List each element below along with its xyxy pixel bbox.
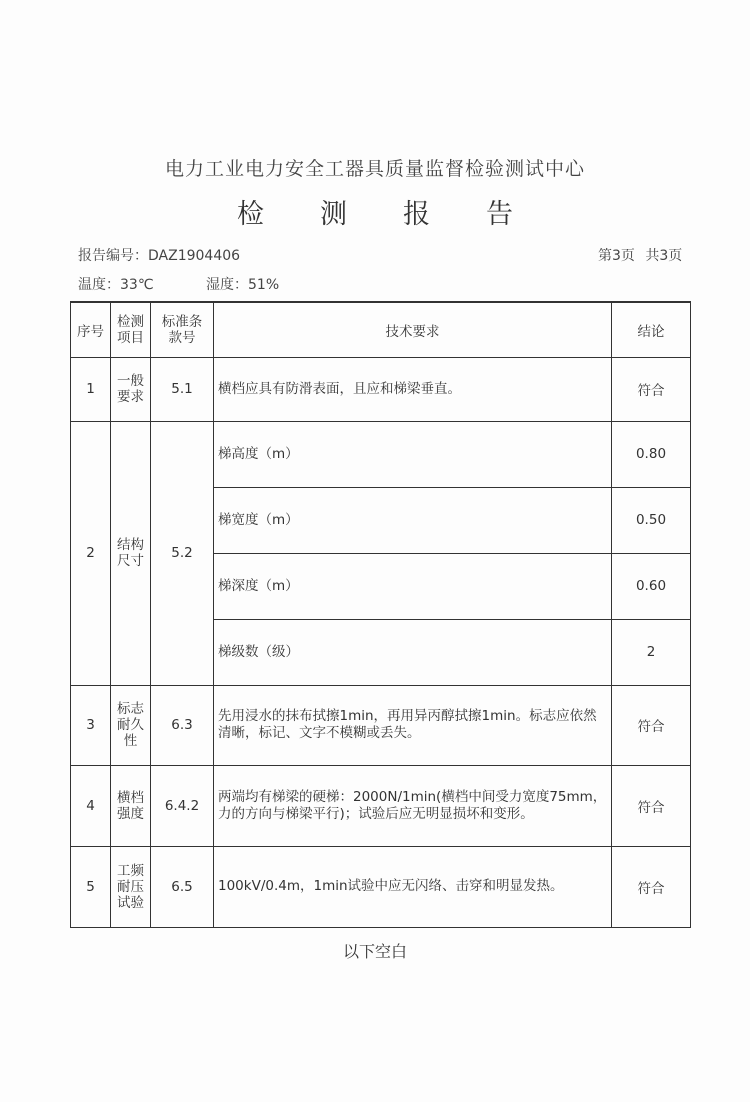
row-seq: 1 bbox=[71, 357, 111, 421]
temperature-label: 温度： bbox=[78, 277, 120, 293]
page-indicator bbox=[598, 245, 682, 265]
header-seq: 序号 bbox=[71, 302, 111, 357]
table-row bbox=[71, 765, 691, 846]
report-number-label: 报告编号： bbox=[78, 248, 148, 264]
row-seq: 4 bbox=[71, 765, 111, 846]
humidity-label: 湿度： bbox=[206, 277, 248, 293]
header-result: 结论 bbox=[612, 302, 691, 357]
header-requirement: 技术要求 bbox=[214, 302, 612, 357]
row-item: 一般要求 bbox=[111, 357, 151, 421]
row-sub-result: 0.80 bbox=[612, 421, 691, 487]
row-requirement: 两端均有梯梁的硬梯：2000N/1min(横档中间受力宽度75mm，力的方向与梯梁平行)；试验后应无明显损坏和变形。 bbox=[214, 765, 612, 846]
row-sub-requirement: 梯宽度（m） bbox=[214, 487, 612, 553]
report-title bbox=[0, 192, 750, 231]
report-table bbox=[70, 301, 691, 928]
temperature bbox=[78, 274, 154, 294]
row-seq: 3 bbox=[71, 685, 111, 765]
row-result: 符合 bbox=[612, 765, 691, 846]
row-clause: 5.1 bbox=[151, 357, 214, 421]
row-requirement: 横档应具有防滑表面，且应和梯梁垂直。 bbox=[214, 357, 612, 421]
table-row bbox=[71, 846, 691, 927]
row-clause: 6.3 bbox=[151, 685, 214, 765]
row-clause: 6.5 bbox=[151, 846, 214, 927]
row-sub-result: 0.50 bbox=[612, 487, 691, 553]
row-clause: 6.4.2 bbox=[151, 765, 214, 846]
row-requirement: 100kV/0.4m，1min试验中应无闪络、击穿和明显发热。 bbox=[214, 846, 612, 927]
row-sub-requirement: 梯深度（m） bbox=[214, 553, 612, 619]
table-row bbox=[71, 357, 691, 421]
row-item: 横档强度 bbox=[111, 765, 151, 846]
report-number bbox=[78, 245, 240, 265]
humidity bbox=[206, 274, 279, 294]
title-char: 检 bbox=[237, 199, 264, 230]
table-row bbox=[71, 685, 691, 765]
page-current: 第3页 bbox=[598, 248, 635, 264]
row-clause: 5.2 bbox=[151, 421, 214, 685]
header-item: 检测项目 bbox=[111, 302, 151, 357]
row-item: 工频耐压试验 bbox=[111, 846, 151, 927]
title-char: 测 bbox=[320, 199, 347, 230]
row-seq: 2 bbox=[71, 421, 111, 685]
row-sub-requirement: 梯高度（m） bbox=[214, 421, 612, 487]
row-result: 符合 bbox=[612, 846, 691, 927]
row-result: 符合 bbox=[612, 685, 691, 765]
row-sub-result: 0.60 bbox=[612, 553, 691, 619]
temperature-value: 33℃ bbox=[120, 277, 154, 293]
title-char: 告 bbox=[486, 199, 513, 230]
row-item: 标志耐久性 bbox=[111, 685, 151, 765]
report-number-value: DAZ1904406 bbox=[148, 248, 241, 264]
table-row bbox=[71, 421, 691, 487]
row-item: 结构尺寸 bbox=[111, 421, 151, 685]
row-requirement: 先用浸水的抹布拭擦1min，再用异丙醇拭擦1min。标志应依然清晰，标记、文字不模糊或丢失。 bbox=[214, 685, 612, 765]
table-header-row bbox=[71, 302, 691, 357]
header-clause: 标准条款号 bbox=[151, 302, 214, 357]
organization-name: 电力工业电力安全工器具质量监督检验测试中心 bbox=[164, 158, 585, 180]
title-char: 报 bbox=[403, 199, 430, 230]
row-seq: 5 bbox=[71, 846, 111, 927]
blank-below-note: 以下空白 bbox=[342, 942, 407, 961]
page-total: 共3页 bbox=[645, 248, 683, 264]
humidity-value: 51% bbox=[248, 277, 280, 293]
row-result: 符合 bbox=[612, 357, 691, 421]
row-sub-result: 2 bbox=[612, 619, 691, 685]
row-sub-requirement: 梯级数（级） bbox=[214, 619, 612, 685]
